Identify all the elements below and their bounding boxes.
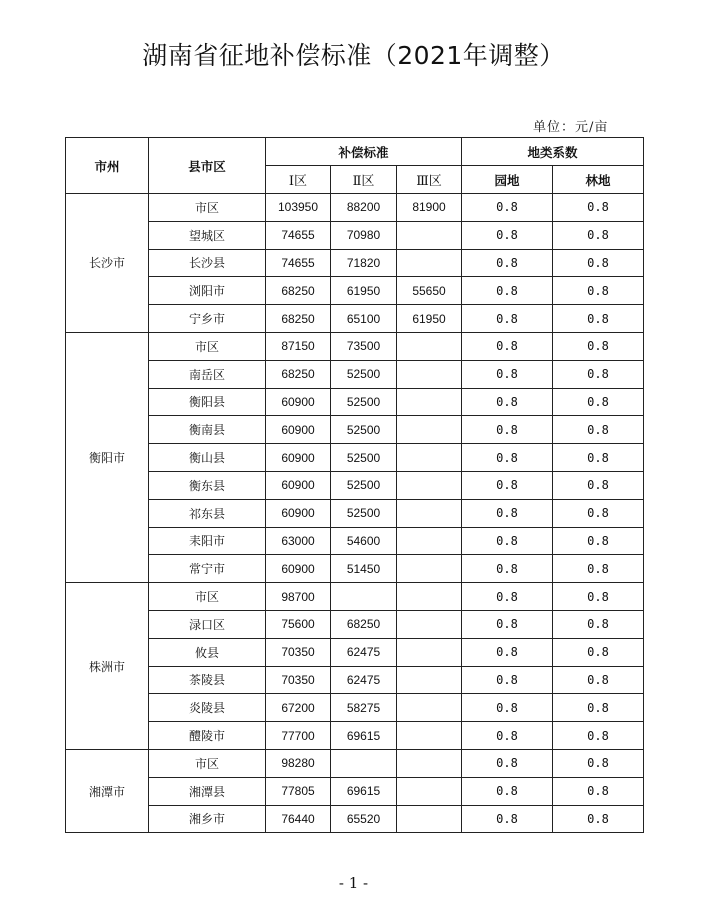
- garden-coef-cell: 0.8: [462, 638, 553, 666]
- table-row: [66, 388, 644, 416]
- county-cell: 攸县: [149, 638, 266, 666]
- header-zone-3: Ⅲ区: [397, 166, 462, 194]
- zone2-cell: 70980: [331, 221, 397, 249]
- forest-coef-cell: 0.8: [553, 499, 644, 527]
- zone3-cell: [397, 388, 462, 416]
- zone1-cell: 68250: [266, 277, 331, 305]
- forest-coef-cell: 0.8: [553, 527, 644, 555]
- table-row: [66, 694, 644, 722]
- zone2-cell: 62475: [331, 666, 397, 694]
- zone2-cell: 52500: [331, 388, 397, 416]
- table-row: [66, 722, 644, 750]
- zone1-cell: 77805: [266, 777, 331, 805]
- zone3-cell: 81900: [397, 194, 462, 222]
- zone2-cell: 88200: [331, 194, 397, 222]
- zone2-cell: 61950: [331, 277, 397, 305]
- header-compensation: 补偿标准: [266, 138, 462, 166]
- zone1-cell: 68250: [266, 305, 331, 333]
- zone3-cell: [397, 332, 462, 360]
- zone1-cell: 60900: [266, 416, 331, 444]
- zone3-cell: [397, 527, 462, 555]
- zone2-cell: 52500: [331, 360, 397, 388]
- garden-coef-cell: 0.8: [462, 527, 553, 555]
- forest-coef-cell: 0.8: [553, 416, 644, 444]
- table-row: [66, 221, 644, 249]
- table-row: [66, 749, 644, 777]
- county-cell: 衡东县: [149, 471, 266, 499]
- table-row: [66, 332, 644, 360]
- table-row: [66, 666, 644, 694]
- zone3-cell: [397, 221, 462, 249]
- forest-coef-cell: 0.8: [553, 221, 644, 249]
- zone2-cell: 52500: [331, 471, 397, 499]
- zone1-cell: 68250: [266, 360, 331, 388]
- garden-coef-cell: 0.8: [462, 388, 553, 416]
- zone2-cell: 52500: [331, 499, 397, 527]
- zone1-cell: 67200: [266, 694, 331, 722]
- garden-coef-cell: 0.8: [462, 694, 553, 722]
- forest-coef-cell: 0.8: [553, 360, 644, 388]
- zone2-cell: 52500: [331, 444, 397, 472]
- garden-coef-cell: 0.8: [462, 583, 553, 611]
- zone3-cell: [397, 555, 462, 583]
- garden-coef-cell: 0.8: [462, 610, 553, 638]
- zone2-cell: 54600: [331, 527, 397, 555]
- zone1-cell: 60900: [266, 471, 331, 499]
- unit-label: 单位：元/亩: [533, 120, 609, 135]
- zone2-cell: 69615: [331, 722, 397, 750]
- zone1-cell: 74655: [266, 221, 331, 249]
- header-zone-1: Ⅰ区: [266, 166, 331, 194]
- garden-coef-cell: 0.8: [462, 805, 553, 833]
- zone2-cell: 73500: [331, 332, 397, 360]
- forest-coef-cell: 0.8: [553, 583, 644, 611]
- garden-coef-cell: 0.8: [462, 555, 553, 583]
- county-cell: 市区: [149, 749, 266, 777]
- county-cell: 渌口区: [149, 610, 266, 638]
- county-cell: 醴陵市: [149, 722, 266, 750]
- table-row: [66, 499, 644, 527]
- zone2-cell: [331, 583, 397, 611]
- table-row: [66, 277, 644, 305]
- zone2-cell: 71820: [331, 249, 397, 277]
- table-row: [66, 527, 644, 555]
- compensation-table: [65, 137, 644, 833]
- zone1-cell: 70350: [266, 638, 331, 666]
- table-row: [66, 805, 644, 833]
- zone3-cell: [397, 666, 462, 694]
- header-garden: 园地: [462, 166, 553, 194]
- zone1-cell: 60900: [266, 388, 331, 416]
- table-row: [66, 444, 644, 472]
- page-number: - 1 -: [338, 874, 369, 892]
- zone3-cell: [397, 249, 462, 277]
- county-cell: 衡山县: [149, 444, 266, 472]
- zone3-cell: [397, 583, 462, 611]
- zone1-cell: 77700: [266, 722, 331, 750]
- county-cell: 浏阳市: [149, 277, 266, 305]
- zone3-cell: [397, 749, 462, 777]
- county-cell: 市区: [149, 194, 266, 222]
- garden-coef-cell: 0.8: [462, 194, 553, 222]
- table-row: [66, 249, 644, 277]
- table-row: [66, 610, 644, 638]
- garden-coef-cell: 0.8: [462, 277, 553, 305]
- zone1-cell: 103950: [266, 194, 331, 222]
- county-cell: 衡阳县: [149, 388, 266, 416]
- county-cell: 宁乡市: [149, 305, 266, 333]
- zone1-cell: 87150: [266, 332, 331, 360]
- table-row: [66, 555, 644, 583]
- table-row: [66, 777, 644, 805]
- table-row: [66, 471, 644, 499]
- zone3-cell: [397, 694, 462, 722]
- table-row: [66, 360, 644, 388]
- table-row: [66, 416, 644, 444]
- forest-coef-cell: 0.8: [553, 610, 644, 638]
- forest-coef-cell: 0.8: [553, 777, 644, 805]
- county-cell: 祁东县: [149, 499, 266, 527]
- zone3-cell: [397, 610, 462, 638]
- garden-coef-cell: 0.8: [462, 749, 553, 777]
- county-cell: 南岳区: [149, 360, 266, 388]
- forest-coef-cell: 0.8: [553, 555, 644, 583]
- zone1-cell: 63000: [266, 527, 331, 555]
- zone1-cell: 98700: [266, 583, 331, 611]
- forest-coef-cell: 0.8: [553, 749, 644, 777]
- header-city: 市州: [66, 138, 149, 194]
- forest-coef-cell: 0.8: [553, 194, 644, 222]
- header-county: 县市区: [149, 138, 266, 194]
- zone2-cell: 52500: [331, 416, 397, 444]
- garden-coef-cell: 0.8: [462, 249, 553, 277]
- garden-coef-cell: 0.8: [462, 360, 553, 388]
- header-land-coef: 地类系数: [462, 138, 644, 166]
- forest-coef-cell: 0.8: [553, 277, 644, 305]
- zone3-cell: [397, 777, 462, 805]
- zone3-cell: [397, 499, 462, 527]
- document-title: 湖南省征地补偿标准（2021年调整）: [142, 41, 565, 70]
- forest-coef-cell: 0.8: [553, 638, 644, 666]
- forest-coef-cell: 0.8: [553, 332, 644, 360]
- zone3-cell: [397, 722, 462, 750]
- garden-coef-cell: 0.8: [462, 471, 553, 499]
- zone1-cell: 76440: [266, 805, 331, 833]
- county-cell: 长沙县: [149, 249, 266, 277]
- garden-coef-cell: 0.8: [462, 221, 553, 249]
- county-cell: 常宁市: [149, 555, 266, 583]
- zone1-cell: 60900: [266, 555, 331, 583]
- county-cell: 耒阳市: [149, 527, 266, 555]
- county-cell: 湘潭县: [149, 777, 266, 805]
- zone2-cell: 65100: [331, 305, 397, 333]
- county-cell: 望城区: [149, 221, 266, 249]
- county-cell: 湘乡市: [149, 805, 266, 833]
- garden-coef-cell: 0.8: [462, 444, 553, 472]
- table-row: [66, 305, 644, 333]
- city-cell: 湘潭市: [66, 749, 149, 832]
- zone2-cell: 62475: [331, 638, 397, 666]
- zone3-cell: [397, 416, 462, 444]
- zone1-cell: 75600: [266, 610, 331, 638]
- garden-coef-cell: 0.8: [462, 332, 553, 360]
- zone1-cell: 60900: [266, 499, 331, 527]
- header-zone-2: Ⅱ区: [331, 166, 397, 194]
- zone2-cell: 51450: [331, 555, 397, 583]
- county-cell: 衡南县: [149, 416, 266, 444]
- garden-coef-cell: 0.8: [462, 416, 553, 444]
- zone1-cell: 98280: [266, 749, 331, 777]
- city-cell: 株洲市: [66, 583, 149, 750]
- city-cell: 衡阳市: [66, 332, 149, 582]
- county-cell: 市区: [149, 332, 266, 360]
- zone3-cell: [397, 805, 462, 833]
- table-row: [66, 194, 644, 222]
- garden-coef-cell: 0.8: [462, 499, 553, 527]
- forest-coef-cell: 0.8: [553, 722, 644, 750]
- forest-coef-cell: 0.8: [553, 694, 644, 722]
- zone3-cell: [397, 471, 462, 499]
- zone1-cell: 74655: [266, 249, 331, 277]
- zone2-cell: 58275: [331, 694, 397, 722]
- county-cell: 茶陵县: [149, 666, 266, 694]
- forest-coef-cell: 0.8: [553, 444, 644, 472]
- zone1-cell: 70350: [266, 666, 331, 694]
- table-row: [66, 638, 644, 666]
- table-row: [66, 583, 644, 611]
- garden-coef-cell: 0.8: [462, 666, 553, 694]
- forest-coef-cell: 0.8: [553, 471, 644, 499]
- county-cell: 炎陵县: [149, 694, 266, 722]
- forest-coef-cell: 0.8: [553, 305, 644, 333]
- forest-coef-cell: 0.8: [553, 388, 644, 416]
- zone3-cell: [397, 360, 462, 388]
- garden-coef-cell: 0.8: [462, 722, 553, 750]
- table-body: [66, 194, 644, 833]
- forest-coef-cell: 0.8: [553, 805, 644, 833]
- forest-coef-cell: 0.8: [553, 249, 644, 277]
- garden-coef-cell: 0.8: [462, 305, 553, 333]
- county-cell: 市区: [149, 583, 266, 611]
- zone3-cell: [397, 444, 462, 472]
- zone1-cell: 60900: [266, 444, 331, 472]
- zone2-cell: 68250: [331, 610, 397, 638]
- zone3-cell: [397, 638, 462, 666]
- zone2-cell: [331, 749, 397, 777]
- zone2-cell: 69615: [331, 777, 397, 805]
- zone3-cell: 55650: [397, 277, 462, 305]
- zone2-cell: 65520: [331, 805, 397, 833]
- city-cell: 长沙市: [66, 194, 149, 333]
- forest-coef-cell: 0.8: [553, 666, 644, 694]
- header-forest: 林地: [553, 166, 644, 194]
- zone3-cell: 61950: [397, 305, 462, 333]
- garden-coef-cell: 0.8: [462, 777, 553, 805]
